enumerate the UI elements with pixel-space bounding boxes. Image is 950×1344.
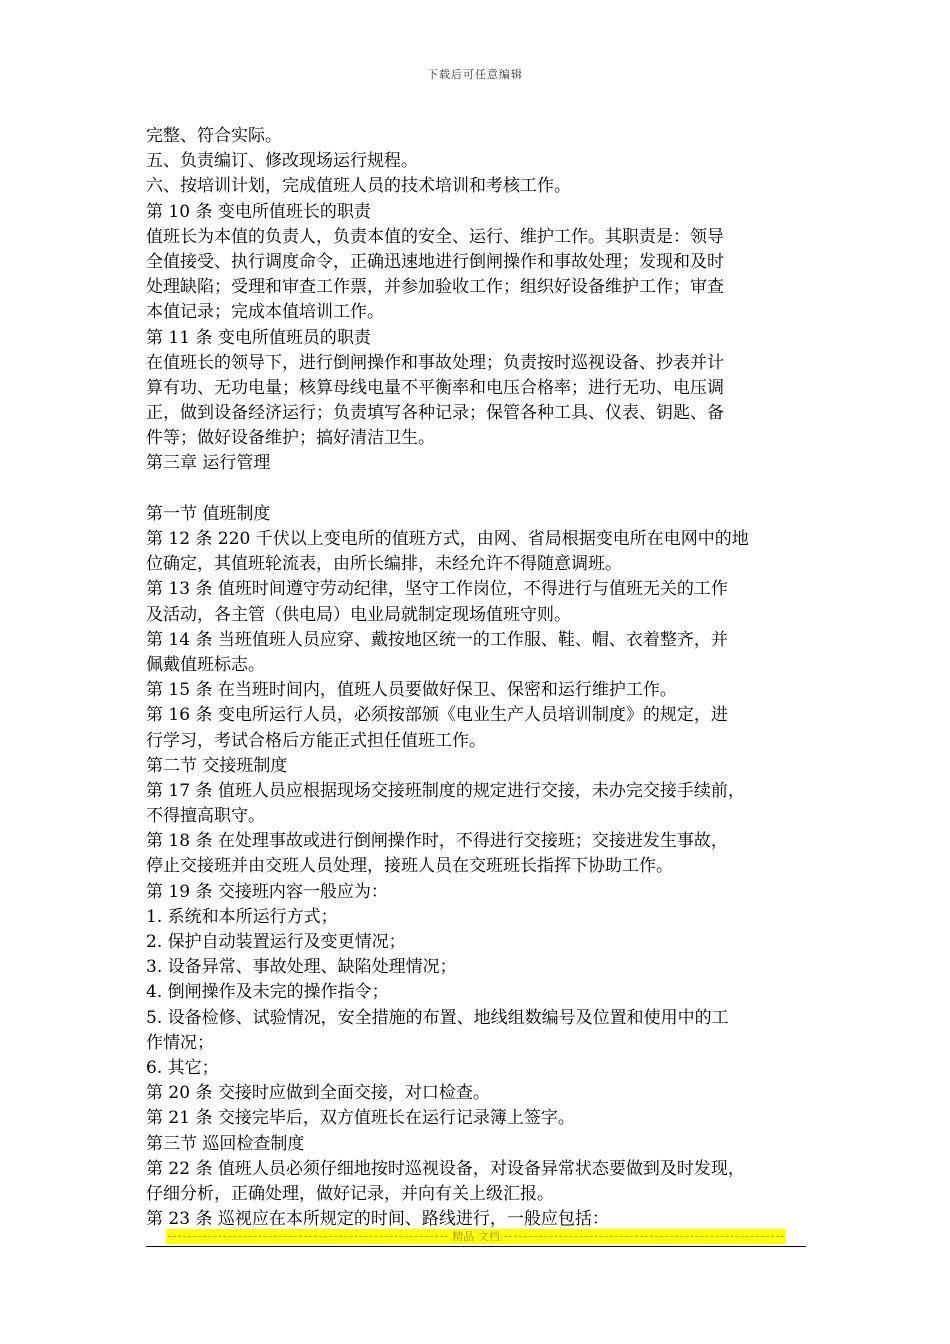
footer-dashes-right <box>504 1236 784 1237</box>
text-line: 5. 设备检修、试验情况，安全措施的布置、地线组数编号及位置和使用中的工 <box>146 1007 729 1028</box>
text-line: 第 17 条 值班人员应根据现场交接班制度的规定进行交接，未办完交接手续前， <box>146 780 745 801</box>
text-line: 停止交接班并由交班人员处理，接班人员在交班班长指挥下协助工作。 <box>146 856 673 877</box>
text-line: 第 19 条 交接班内容一般应为： <box>146 881 388 902</box>
footer-band <box>166 1229 786 1244</box>
text-line: 第 23 条 巡视应在本所规定的时间、路线进行，一般应包括： <box>146 1209 609 1230</box>
text-line: 第 11 条 变电所值班员的职责 <box>146 327 371 348</box>
text-line: 佩戴值班标志。 <box>146 654 265 675</box>
text-line: 第 12 条 220 千伏以上变电所的值班方式，由网、省局根据变电所在电网中的地 <box>146 529 749 549</box>
text-line: 不得擅高职守。 <box>146 806 265 827</box>
text-line: 第 10 条 变电所值班长的职责 <box>146 201 371 222</box>
text-line: 第 18 条 在处理事故或进行倒闸操作时，不得进行交接班；交接进发生事故， <box>146 831 728 852</box>
footer-dashes-left <box>168 1236 448 1237</box>
footer-rule <box>146 1246 806 1247</box>
footer-label: 精品 文档 <box>452 1230 500 1243</box>
text-line: 在值班长的领导下，进行倒闸操作和事故处理；负责按时巡视设备、抄表并计 <box>146 352 724 373</box>
text-line: 值班长为本值的负责人，负责本值的安全、运行、维护工作。其职责是：领导 <box>146 226 724 247</box>
text-line: 3. 设备异常、事故处理、缺陷处理情况； <box>146 957 457 978</box>
text-line: 第三章 运行管理 <box>146 453 271 474</box>
text-line: 第三节 巡回检查制度 <box>146 1133 305 1154</box>
text-line: 算有功、无功电量；核算母线电量不平衡率和电压合格率；进行无功、电压调 <box>146 377 724 398</box>
text-line: 正，做到设备经济运行；负责填写各种记录；保管各种工具、仪表、钥匙、备 <box>146 403 724 424</box>
text-line: 作情况； <box>146 1032 214 1053</box>
text-line: 位确定，其值班轮流表，由所长编排，未经允许不得随意调班。 <box>146 554 622 575</box>
text-line: 第 16 条 变电所运行人员，必须按部颁《电业生产人员培训制度》的规定，进 <box>146 705 728 726</box>
text-line: 本值记录；完成本值培训工作。 <box>146 302 384 323</box>
text-line: 第 13 条 值班时间遵守劳动纪律，坚守工作岗位，不得进行与值班无关的工作 <box>146 579 728 600</box>
text-line: 1. 系统和本所运行方式； <box>146 906 338 927</box>
text-line: 第 22 条 值班人员必须仔细地按时巡视设备，对设备异常状态要做到及时发现， <box>146 1158 745 1179</box>
text-line: 六、按培训计划，完成值班人员的技术培训和考核工作。 <box>146 176 571 197</box>
header-note: 下载后可任意编辑 <box>427 68 523 81</box>
text-line: 第 15 条 在当班时间内，值班人员要做好保卫、保密和运行维护工作。 <box>146 680 677 701</box>
text-line: 第 20 条 交接时应做到全面交接，对口检查。 <box>146 1083 490 1104</box>
text-line: 件等；做好设备维护；搞好清洁卫生。 <box>146 428 435 449</box>
text-line: 仔细分析，正确处理，做好记录，并向有关上级汇报。 <box>146 1183 554 1204</box>
text-line: 完整、符合实际。 <box>146 126 282 146</box>
text-line: 第 14 条 当班值班人员应穿、戴按地区统一的工作服、鞋、帽、衣着整齐，并 <box>146 629 728 650</box>
text-line: 第 21 条 交接完毕后，双方值班长在运行记录簿上签字。 <box>146 1108 575 1129</box>
text-line: 行学习，考试合格后方能正式担任值班工作。 <box>146 730 486 751</box>
text-line: 处理缺陷；受理和审查工作票，并参加验收工作；组织好设备维护工作；审查 <box>146 277 724 298</box>
blank-line <box>146 477 810 502</box>
text-line: 6. 其它； <box>146 1057 219 1078</box>
text-line: 第二节 交接班制度 <box>146 755 288 776</box>
text-line: 4. 倒闸操作及未完的操作指令； <box>146 982 389 1003</box>
text-line: 2. 保护自动装置运行及变更情况； <box>146 932 406 952</box>
text-line: 全值接受、执行调度命令，正确迅速地进行倒闸操作和事故处理；发现和及时 <box>146 251 724 272</box>
text-line: 及活动，各主管（供电局）电业局就制定现场值班守则。 <box>146 604 571 625</box>
document-body <box>146 124 810 1232</box>
text-line: 第一节 值班制度 <box>146 503 271 524</box>
text-line: 五、负责编订、修改现场运行规程。 <box>146 151 418 172</box>
